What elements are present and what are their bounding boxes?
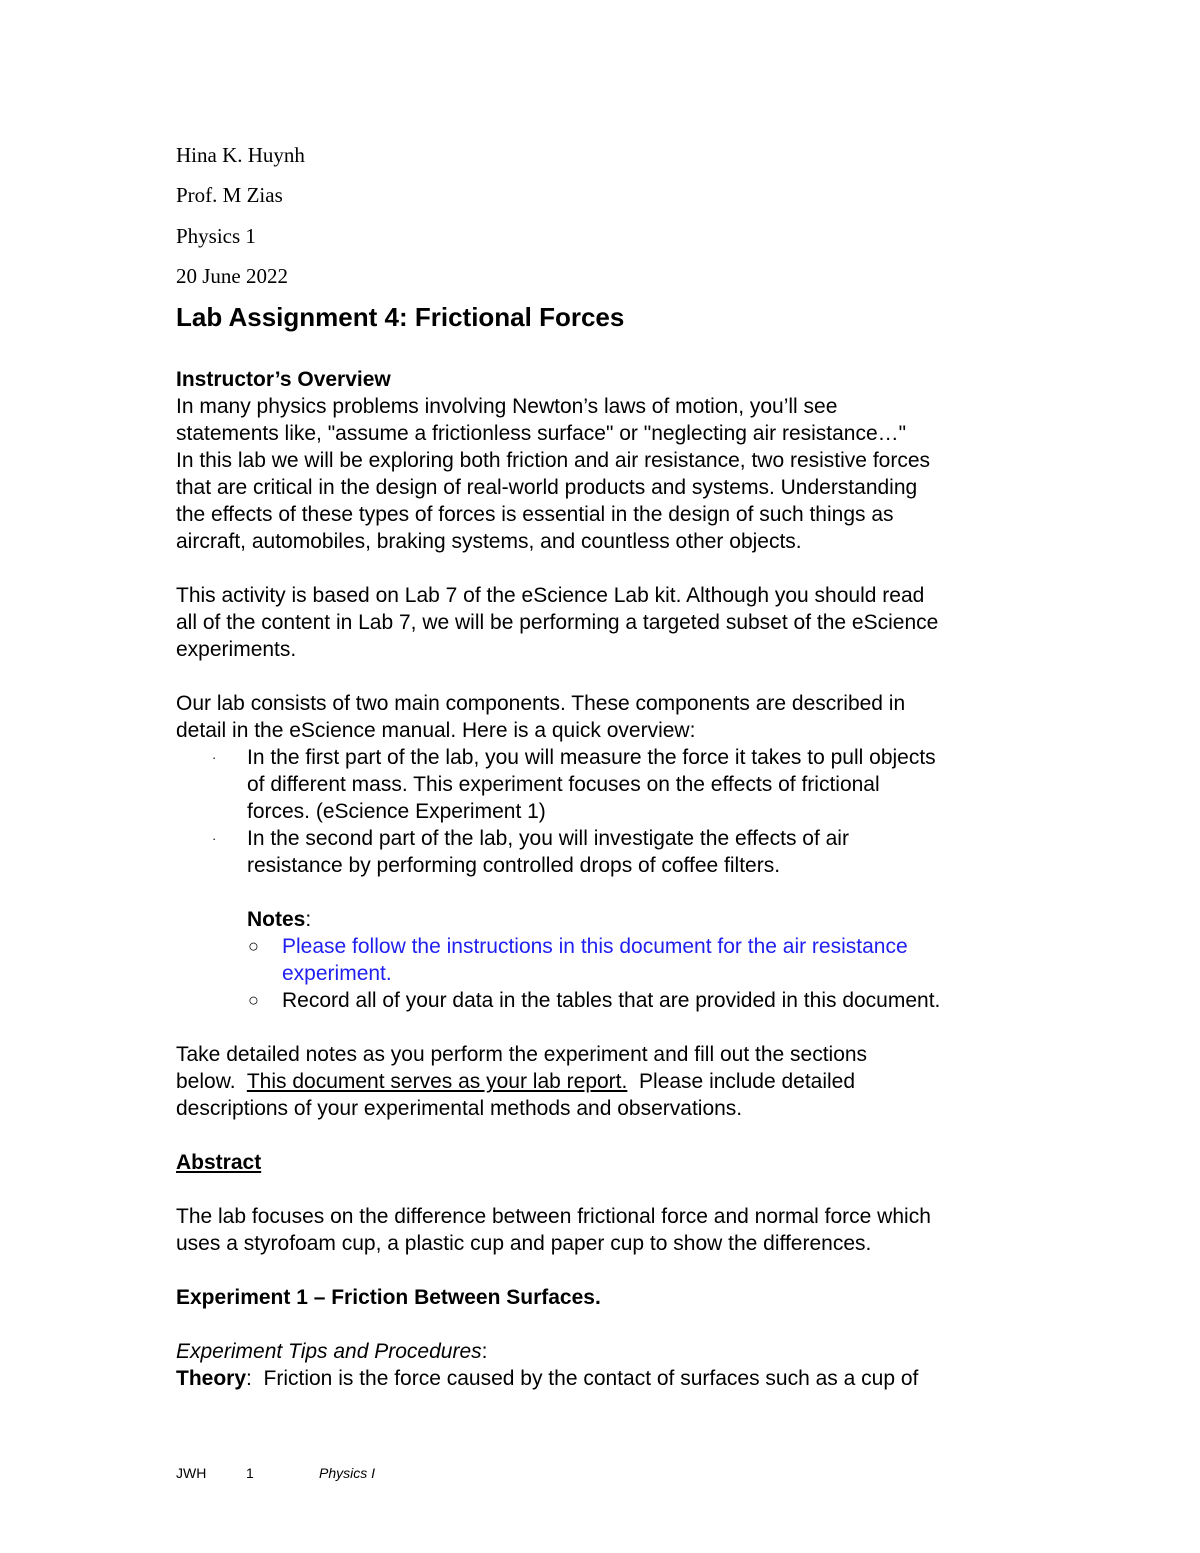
- overview-heading: Instructor’s Overview: [176, 368, 391, 391]
- text-run: below.: [176, 1070, 247, 1093]
- paragraph-line: detail in the eScience manual. Here is a quick overview:: [176, 719, 696, 742]
- note-item: [176, 933, 1076, 987]
- circle-bullet-icon: ○: [248, 990, 259, 1010]
- paragraph-line: [176, 1068, 1076, 1095]
- document-title: Lab Assignment 4: Frictional Forces: [176, 302, 625, 332]
- bullet-line: In the first part of the lab, you will measure the force it takes to pull objects: [247, 746, 936, 769]
- bullet-line: resistance by performing controlled drops of coffee filters.: [247, 854, 781, 877]
- theory-line: [176, 1365, 1076, 1392]
- overview-line: aircraft, automobiles, braking systems, and countless other objects.: [176, 530, 802, 553]
- paragraph-line: Take detailed notes as you perform the experiment and fill out the sections: [176, 1043, 868, 1066]
- abstract-heading: Abstract: [176, 1151, 262, 1174]
- bullet-icon: ·: [212, 831, 217, 846]
- overview-line: the effects of these types of forces is essential in the design of such things as: [176, 503, 894, 526]
- paragraph-line: This activity is based on Lab 7 of the eScience Lab kit. Although you should read: [176, 584, 925, 607]
- abstract-line: The lab focuses on the difference between frictional force and normal force which: [176, 1205, 931, 1228]
- overview-line: In this lab we will be exploring both friction and air resistance, two resistive forces: [176, 449, 931, 472]
- paragraph-line: Our lab consists of two main components. These components are described in: [176, 692, 906, 715]
- experiment1-heading: Experiment 1 – Friction Between Surfaces.: [176, 1286, 601, 1309]
- note-item: [176, 987, 1076, 1014]
- tips-label: Experiment Tips and Procedures: [176, 1340, 482, 1363]
- paragraph-line: experiments.: [176, 638, 297, 661]
- overview-line: that are critical in the design of real-world products and systems. Understanding: [176, 476, 918, 499]
- notes-label: Notes: [247, 908, 306, 931]
- paragraph-line: all of the content in Lab 7, we will be performing a targeted subset of the eScience: [176, 611, 939, 634]
- notes-colon: :: [305, 908, 312, 931]
- course-name: Physics 1: [176, 224, 256, 248]
- student-name: Hina K. Huynh: [176, 143, 305, 167]
- notes-heading: [176, 906, 1076, 933]
- footer-course: Physics I: [319, 1465, 376, 1481]
- note-line: experiment.: [282, 962, 392, 985]
- note-line: Please follow the instructions in this document for the air resistance: [282, 935, 908, 958]
- professor-name: Prof. M Zias: [176, 183, 283, 207]
- circle-bullet-icon: ○: [248, 936, 259, 956]
- underlined-text: This document serves as your lab report.: [246, 1070, 628, 1093]
- bullet-line: forces. (eScience Experiment 1): [247, 800, 546, 823]
- footer-page-number: 1: [246, 1465, 254, 1481]
- tips-line: [176, 1338, 1076, 1365]
- abstract-line: uses a styrofoam cup, a plastic cup and paper cup to show the differences.: [176, 1232, 872, 1255]
- overview-line: statements like, "assume a frictionless surface" or "neglecting air resistance…": [176, 422, 907, 445]
- tips-colon: :: [481, 1340, 488, 1363]
- paragraph-line: descriptions of your experimental methods and observations.: [176, 1097, 743, 1120]
- footer-initials: JWH: [176, 1465, 207, 1481]
- bullet-item: [176, 825, 1076, 879]
- bullet-item: [176, 744, 1076, 825]
- bullet-icon: ·: [212, 750, 217, 765]
- theory-text: : Friction is the force caused by the contact of surfaces such as a cup of: [246, 1367, 919, 1390]
- theory-label: Theory: [176, 1367, 247, 1390]
- overview-line: In many physics problems involving Newton’s laws of motion, you’ll see: [176, 395, 838, 418]
- overview-section: [176, 366, 1076, 1392]
- note-line: Record all of your data in the tables that are provided in this document.: [282, 989, 941, 1012]
- bullet-line: In the second part of the lab, you will investigate the effects of air: [247, 827, 849, 850]
- text-run: Please include detailed: [627, 1070, 856, 1093]
- date: 20 June 2022: [176, 264, 288, 288]
- bullet-line: of different mass. This experiment focuses on the effects of frictional: [247, 773, 880, 796]
